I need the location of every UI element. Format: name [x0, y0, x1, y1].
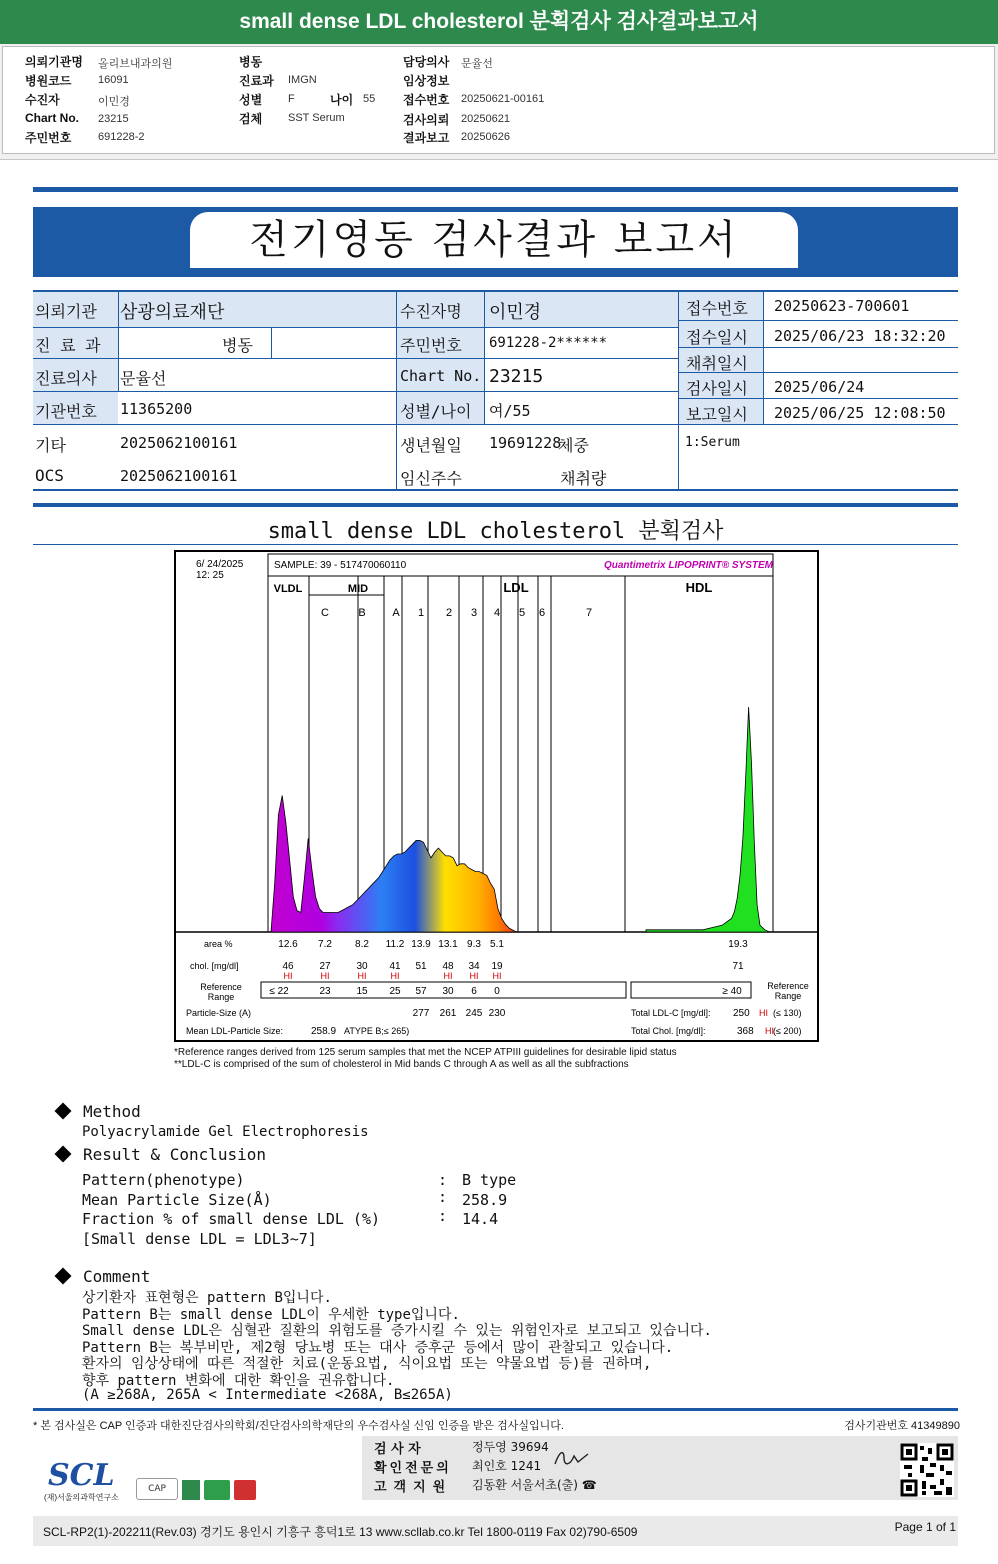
qr-module	[946, 1487, 952, 1495]
value-accession: 20250621-00161	[461, 93, 545, 105]
qr-module	[904, 1465, 912, 1469]
total-ldl-label: Total LDL-C [mg/dl]:	[631, 1008, 711, 1018]
qr-finder-dot	[906, 1449, 912, 1455]
hi-flag: HI	[320, 971, 330, 981]
row-label-ref-2: Range	[207, 992, 235, 1002]
label-specimen: 검체	[239, 112, 263, 126]
result-heading: Result & Conclusion	[55, 1145, 266, 1164]
ref-value: ≤ 22	[269, 986, 289, 997]
area-value: 9.3	[467, 939, 481, 950]
section-title: small dense LDL cholesterol 분획검사	[267, 519, 724, 544]
value-dept: IMGN	[288, 74, 317, 86]
qr-module	[940, 1479, 944, 1485]
grid-line	[484, 290, 485, 424]
grid-line	[33, 327, 678, 328]
eda-badge-icon	[204, 1480, 230, 1500]
qr-module	[920, 1446, 924, 1450]
row-label-particle: Particle-Size (A)	[186, 1008, 252, 1018]
band-group-hdl: HDL	[685, 580, 713, 595]
band-label: B	[358, 607, 366, 619]
ref-value: 57	[415, 986, 427, 997]
tester-value: 정두영 39694	[472, 1440, 549, 1454]
value-rrn: 691228-2	[98, 131, 145, 143]
spectrum-curve	[271, 796, 606, 933]
qr-module	[922, 1457, 928, 1461]
ref-value: 30	[442, 986, 454, 997]
address-bar	[33, 1516, 958, 1546]
grid-label-report-date: 보고일시	[686, 405, 748, 424]
grid-label-dept: 진 료 과	[35, 336, 101, 355]
comment-line: Pattern B는 복부비만, 제2형 당뇨병 또는 대사 증후군 등에서 많이 관찰되고 있습니다.	[82, 1340, 674, 1356]
comment-heading: Comment	[55, 1267, 150, 1286]
comment-line: 환자의 임상상태에 따른 적절한 치료(운동요법, 식이요법 또는 약물요법 등)를 권하며,	[82, 1356, 652, 1372]
total-chol-label: Total Chol. [mg/dl]:	[631, 1026, 706, 1036]
result-label-size: Mean Particle Size(Å)	[82, 1191, 272, 1209]
method-heading: Method	[55, 1102, 141, 1121]
band-label: 5	[518, 607, 526, 619]
label-age: 나이	[330, 93, 354, 107]
band-group-mid: MID	[347, 583, 369, 595]
total-ldl-value: 250	[733, 1008, 750, 1019]
value-hospital-code: 16091	[98, 74, 129, 86]
chol-value: 51	[415, 961, 427, 972]
hi-flag: HI	[443, 971, 453, 981]
grid-line	[33, 358, 678, 359]
area-value: 12.6	[278, 939, 298, 950]
comment-line: 상기환자 표현형은 pattern B입니다.	[82, 1290, 332, 1306]
total-chol-flag: HI	[765, 1026, 774, 1036]
area-value: 7.2	[318, 939, 332, 950]
signature-icon	[552, 1448, 592, 1470]
grid-line	[396, 290, 397, 490]
area-value: 13.1	[438, 939, 458, 950]
grid-label-volume: 채취량	[560, 469, 607, 488]
grid-label-ward: 병동	[222, 336, 253, 355]
grid-line	[678, 290, 679, 490]
band-label: A	[392, 607, 400, 619]
label-doctor: 담당의사	[403, 55, 450, 69]
grid-label-patient: 수진자명	[400, 302, 462, 321]
band-label: 4	[493, 607, 501, 619]
result-colon: :	[438, 1207, 448, 1225]
ref-value: 23	[319, 986, 331, 997]
grid-label-etc: 기타	[35, 436, 66, 455]
value-result-date: 20250626	[461, 131, 510, 143]
grid-value-ocs: 2025062100161	[120, 467, 238, 485]
hdl-ref-value: ≥ 40	[722, 986, 742, 997]
chol-value: 46	[282, 961, 294, 972]
chol-value: 19	[491, 961, 503, 972]
comment-line: 향후 pattern 변화에 대한 확인을 권유합니다.	[82, 1373, 395, 1389]
row-label-area: area %	[204, 939, 233, 949]
qr-module	[920, 1465, 924, 1473]
row-label-ref: Reference	[200, 982, 242, 992]
hdl-curve	[646, 707, 770, 932]
grid-value-recv-no: 20250623-700601	[774, 297, 910, 315]
page-number: Page 1 of 1	[894, 1520, 956, 1534]
value-institution: 올리브내과의원	[98, 58, 173, 70]
accreditation-badge-icon	[182, 1480, 200, 1500]
confirm-value: 최인호 1241	[472, 1459, 542, 1473]
grid-label-sexage: 성별/나이	[400, 402, 472, 421]
grid-value-recv-date: 2025/06/23 18:32:20	[774, 327, 946, 345]
tester-label: 검 사 자	[374, 1442, 421, 1457]
grid-value-dob: 19691228	[489, 434, 562, 452]
area-value: 13.9	[411, 939, 431, 950]
footer-rule	[33, 1408, 958, 1411]
grid-label-preg: 임신주수	[400, 469, 462, 488]
label-dept: 진료과	[239, 74, 274, 88]
grid-label-chart: Chart No.	[400, 367, 482, 385]
qr-module	[930, 1463, 936, 1467]
diamond-bullet-icon	[55, 1268, 72, 1285]
value-doctor: 문율선	[461, 58, 493, 70]
row-label-chol: chol. [mg/dl]	[190, 961, 239, 971]
qr-module	[928, 1448, 932, 1454]
band-label: 1	[417, 607, 425, 619]
grid-value-chart: 23215	[489, 366, 544, 387]
grid-label-doctor: 진료의사	[35, 369, 97, 388]
value-request-date: 20250621	[461, 113, 510, 125]
chart-svg	[176, 552, 817, 1040]
label-clinical-info: 임상정보	[403, 74, 450, 88]
grid-line	[33, 391, 678, 392]
chol-value: 71	[732, 961, 744, 972]
band-label: 3	[470, 607, 478, 619]
qr-module	[930, 1485, 936, 1489]
chol-value: 48	[442, 961, 454, 972]
grid-line	[33, 290, 958, 292]
hi-flag: HI	[469, 971, 479, 981]
top-rule	[33, 187, 958, 192]
area-value: 11.2	[385, 939, 405, 950]
band-label: 2	[445, 607, 453, 619]
chart-layer	[176, 554, 817, 1037]
footer-lab-no: 검사기관번호 41349890	[844, 1420, 960, 1432]
result-colon: :	[438, 1171, 448, 1189]
ref-value: 25	[389, 986, 401, 997]
qr-module	[908, 1473, 912, 1477]
hi-flag: HI	[390, 971, 400, 981]
qr-module	[922, 1491, 926, 1495]
scl-logo: SCL	[48, 1458, 115, 1493]
particle-size-value: 245	[465, 1008, 483, 1019]
confirm-label: 확인전문의	[374, 1461, 452, 1476]
cert-badge-icon	[234, 1480, 256, 1500]
chol-value: 34	[468, 961, 480, 972]
value-sex: F	[288, 93, 295, 105]
top-info-panel	[0, 44, 998, 160]
value-chart-no: 23215	[98, 113, 129, 125]
grid-line	[678, 320, 958, 321]
signature-stroke	[555, 1453, 588, 1464]
signature-box	[362, 1436, 958, 1500]
qr-module	[946, 1471, 952, 1475]
particle-size-value: 277	[412, 1008, 430, 1019]
area-value: 19.3	[728, 939, 748, 950]
footnote-line-2: **LDL-C is comprised of the sum of cholesterol in Mid bands C through A as well as all the subfractions	[174, 1059, 629, 1070]
report-title: 전기영동 검사결과 보고서	[249, 217, 739, 263]
result-value-fraction: 14.4	[462, 1210, 499, 1228]
grid-label-dob: 생년월일	[400, 436, 462, 455]
ref-right-label: Reference	[767, 981, 809, 991]
ref-value: 15	[356, 986, 368, 997]
diamond-bullet-icon	[55, 1103, 72, 1120]
comment-line: Small dense LDL은 심혈관 질환의 위험도를 증가시킬 수 있는 위험인자로 보고되고 있습니다.	[82, 1323, 712, 1339]
qr-finder-dot	[906, 1485, 912, 1491]
particle-size-value: 230	[488, 1008, 506, 1019]
label-patient: 수진자	[25, 93, 60, 107]
qr-module	[926, 1473, 934, 1477]
grid-line	[763, 290, 764, 424]
chol-value: 41	[389, 961, 401, 972]
grid-value-etc: 2025062100161	[120, 434, 238, 452]
band-label: 6	[538, 607, 546, 619]
chart-footnote	[174, 1047, 677, 1071]
label-hospital-code: 병원코드	[25, 74, 72, 88]
method-text: Polyacrylamide Gel Electrophoresis	[82, 1124, 369, 1140]
label-chart-no: Chart No.	[25, 111, 79, 125]
grid-label-ocs: OCS	[35, 466, 64, 485]
band-group-ldl: LDL	[503, 580, 529, 595]
scl-logo-subtitle: (재)서울의과학연구소	[44, 1493, 119, 1502]
label-institution: 의뢰기관명	[25, 55, 83, 69]
mean-size-note: ATYPE B;≤ 265)	[344, 1026, 410, 1036]
hi-flag: HI	[492, 971, 502, 981]
label-result-date: 결과보고	[403, 131, 450, 145]
diamond-bullet-icon	[55, 1146, 72, 1163]
band-label: 7	[585, 607, 593, 619]
label-rrn: 주민번호	[25, 131, 72, 145]
hi-flag: HI	[283, 971, 293, 981]
band-label: C	[321, 607, 329, 619]
grid-value-inst-no: 11365200	[120, 400, 193, 418]
grid-label-test-date: 검사일시	[686, 379, 748, 398]
grid-label-recv-date: 접수일시	[686, 328, 748, 347]
value-age: 55	[363, 93, 376, 105]
top-banner-title: small dense LDL cholesterol 분획검사 검사결과보고서	[0, 0, 998, 44]
grid-line	[33, 489, 958, 491]
mean-size-value: 258.9	[311, 1026, 337, 1037]
grid-label-institution: 의뢰기관	[35, 302, 97, 321]
particle-size-value: 261	[439, 1008, 457, 1019]
comment-line: (A ≥268A, 265A < Intermediate <268A, B≤265A)	[82, 1387, 453, 1403]
grid-label-rrn: 주민번호	[400, 336, 462, 355]
result-note: [Small dense LDL = LDL3~7]	[82, 1230, 317, 1248]
total-chol-range: (≤ 200)	[773, 1026, 802, 1036]
grid-value-institution: 삼광의료재단	[120, 302, 225, 323]
qr-finder-dot	[942, 1449, 948, 1455]
chart-date: 6/ 24/2025	[196, 559, 244, 570]
row-label-mean: Mean LDL-Particle Size:	[186, 1026, 284, 1036]
ref-value: 0	[494, 986, 500, 997]
hi-flag: HI	[357, 971, 367, 981]
grid-value-report-date: 2025/06/25 12:08:50	[774, 404, 946, 422]
qr-module	[922, 1481, 926, 1489]
cap-badge-icon: CAP	[136, 1478, 178, 1500]
label-ward: 병동	[239, 55, 263, 69]
grid-value-patient: 이민경	[489, 302, 542, 323]
chart-system: Quantimetrix LIPOPRINT® SYSTEM	[603, 560, 773, 571]
label-request-date: 검사의뢰	[403, 113, 450, 127]
chart-sample: SAMPLE: 39 - 517470060110	[274, 560, 407, 571]
grid-line	[33, 424, 958, 425]
total-chol-value: 368	[737, 1026, 754, 1037]
grid-line	[118, 290, 119, 391]
grid-label-collect: 채취일시	[686, 354, 748, 373]
result-value-pattern: B type	[462, 1171, 517, 1189]
result-label-fraction: Fraction % of small dense LDL (%)	[82, 1210, 381, 1228]
section-underline	[33, 544, 958, 545]
grid-value-rrn: 691228-2******	[489, 335, 608, 351]
grid-value-test-date: 2025/06/24	[774, 378, 865, 396]
qr-module	[940, 1465, 944, 1471]
section-rule	[33, 503, 958, 507]
support-label: 고객지원	[374, 1480, 453, 1495]
footnote-line-1: *Reference ranges derived from 125 serum samples that met the NCEP ATPIII guidelines for desirable lipid status	[174, 1047, 677, 1058]
support-value: 김동환 서울서초(출) ☎	[472, 1478, 597, 1492]
address-text: SCL-RP2(1)-202211(Rev.03) 경기도 용인시 기흥구 흥덕1로 13 www.scllab.co.kr Tel 1800-0119 Fax 02)790-6509	[43, 1525, 638, 1539]
lipoprint-chart	[174, 550, 819, 1042]
band-group-vldl: VLDL	[273, 583, 303, 595]
qr-module	[934, 1491, 942, 1495]
grid-value-specimen: 1:Serum	[685, 435, 740, 450]
chart-time: 12: 25	[196, 570, 224, 581]
chol-value: 27	[319, 961, 331, 972]
value-patient: 이민경	[98, 96, 130, 108]
qr-code-icon	[900, 1443, 954, 1497]
grid-line	[271, 327, 272, 358]
grid-value-sexage: 여/55	[489, 402, 531, 420]
area-value: 8.2	[355, 939, 369, 950]
result-label-pattern: Pattern(phenotype)	[82, 1171, 245, 1189]
grid-label-weight: 체중	[558, 436, 589, 455]
grid-value-doctor: 문율선	[120, 369, 167, 388]
ref-right-label-2: Range	[774, 991, 802, 1001]
comment-line: Pattern B는 small dense LDL이 우세한 type입니다.	[82, 1307, 460, 1323]
value-specimen: SST Serum	[288, 112, 345, 124]
result-value-size: 258.9	[462, 1191, 508, 1209]
total-ldl-flag: HI	[759, 1008, 768, 1018]
result-colon: :	[438, 1188, 448, 1206]
footer-cert-note: * 본 검사실은 CAP 인증과 대한진단검사의학회/진단검사의학재단의 우수검사실 신임 인증을 받은 검사실입니다.	[33, 1420, 564, 1432]
total-ldl-range: (≤ 130)	[773, 1008, 802, 1018]
label-accession: 접수번호	[403, 93, 450, 107]
area-value: 5.1	[490, 939, 504, 950]
chol-value: 30	[356, 961, 368, 972]
ref-value: 6	[471, 986, 477, 997]
grid-label-recv-no: 접수번호	[686, 299, 748, 318]
grid-label-inst-no: 기관번호	[35, 402, 97, 421]
label-sex: 성별	[239, 93, 263, 107]
info-grid	[33, 290, 958, 490]
